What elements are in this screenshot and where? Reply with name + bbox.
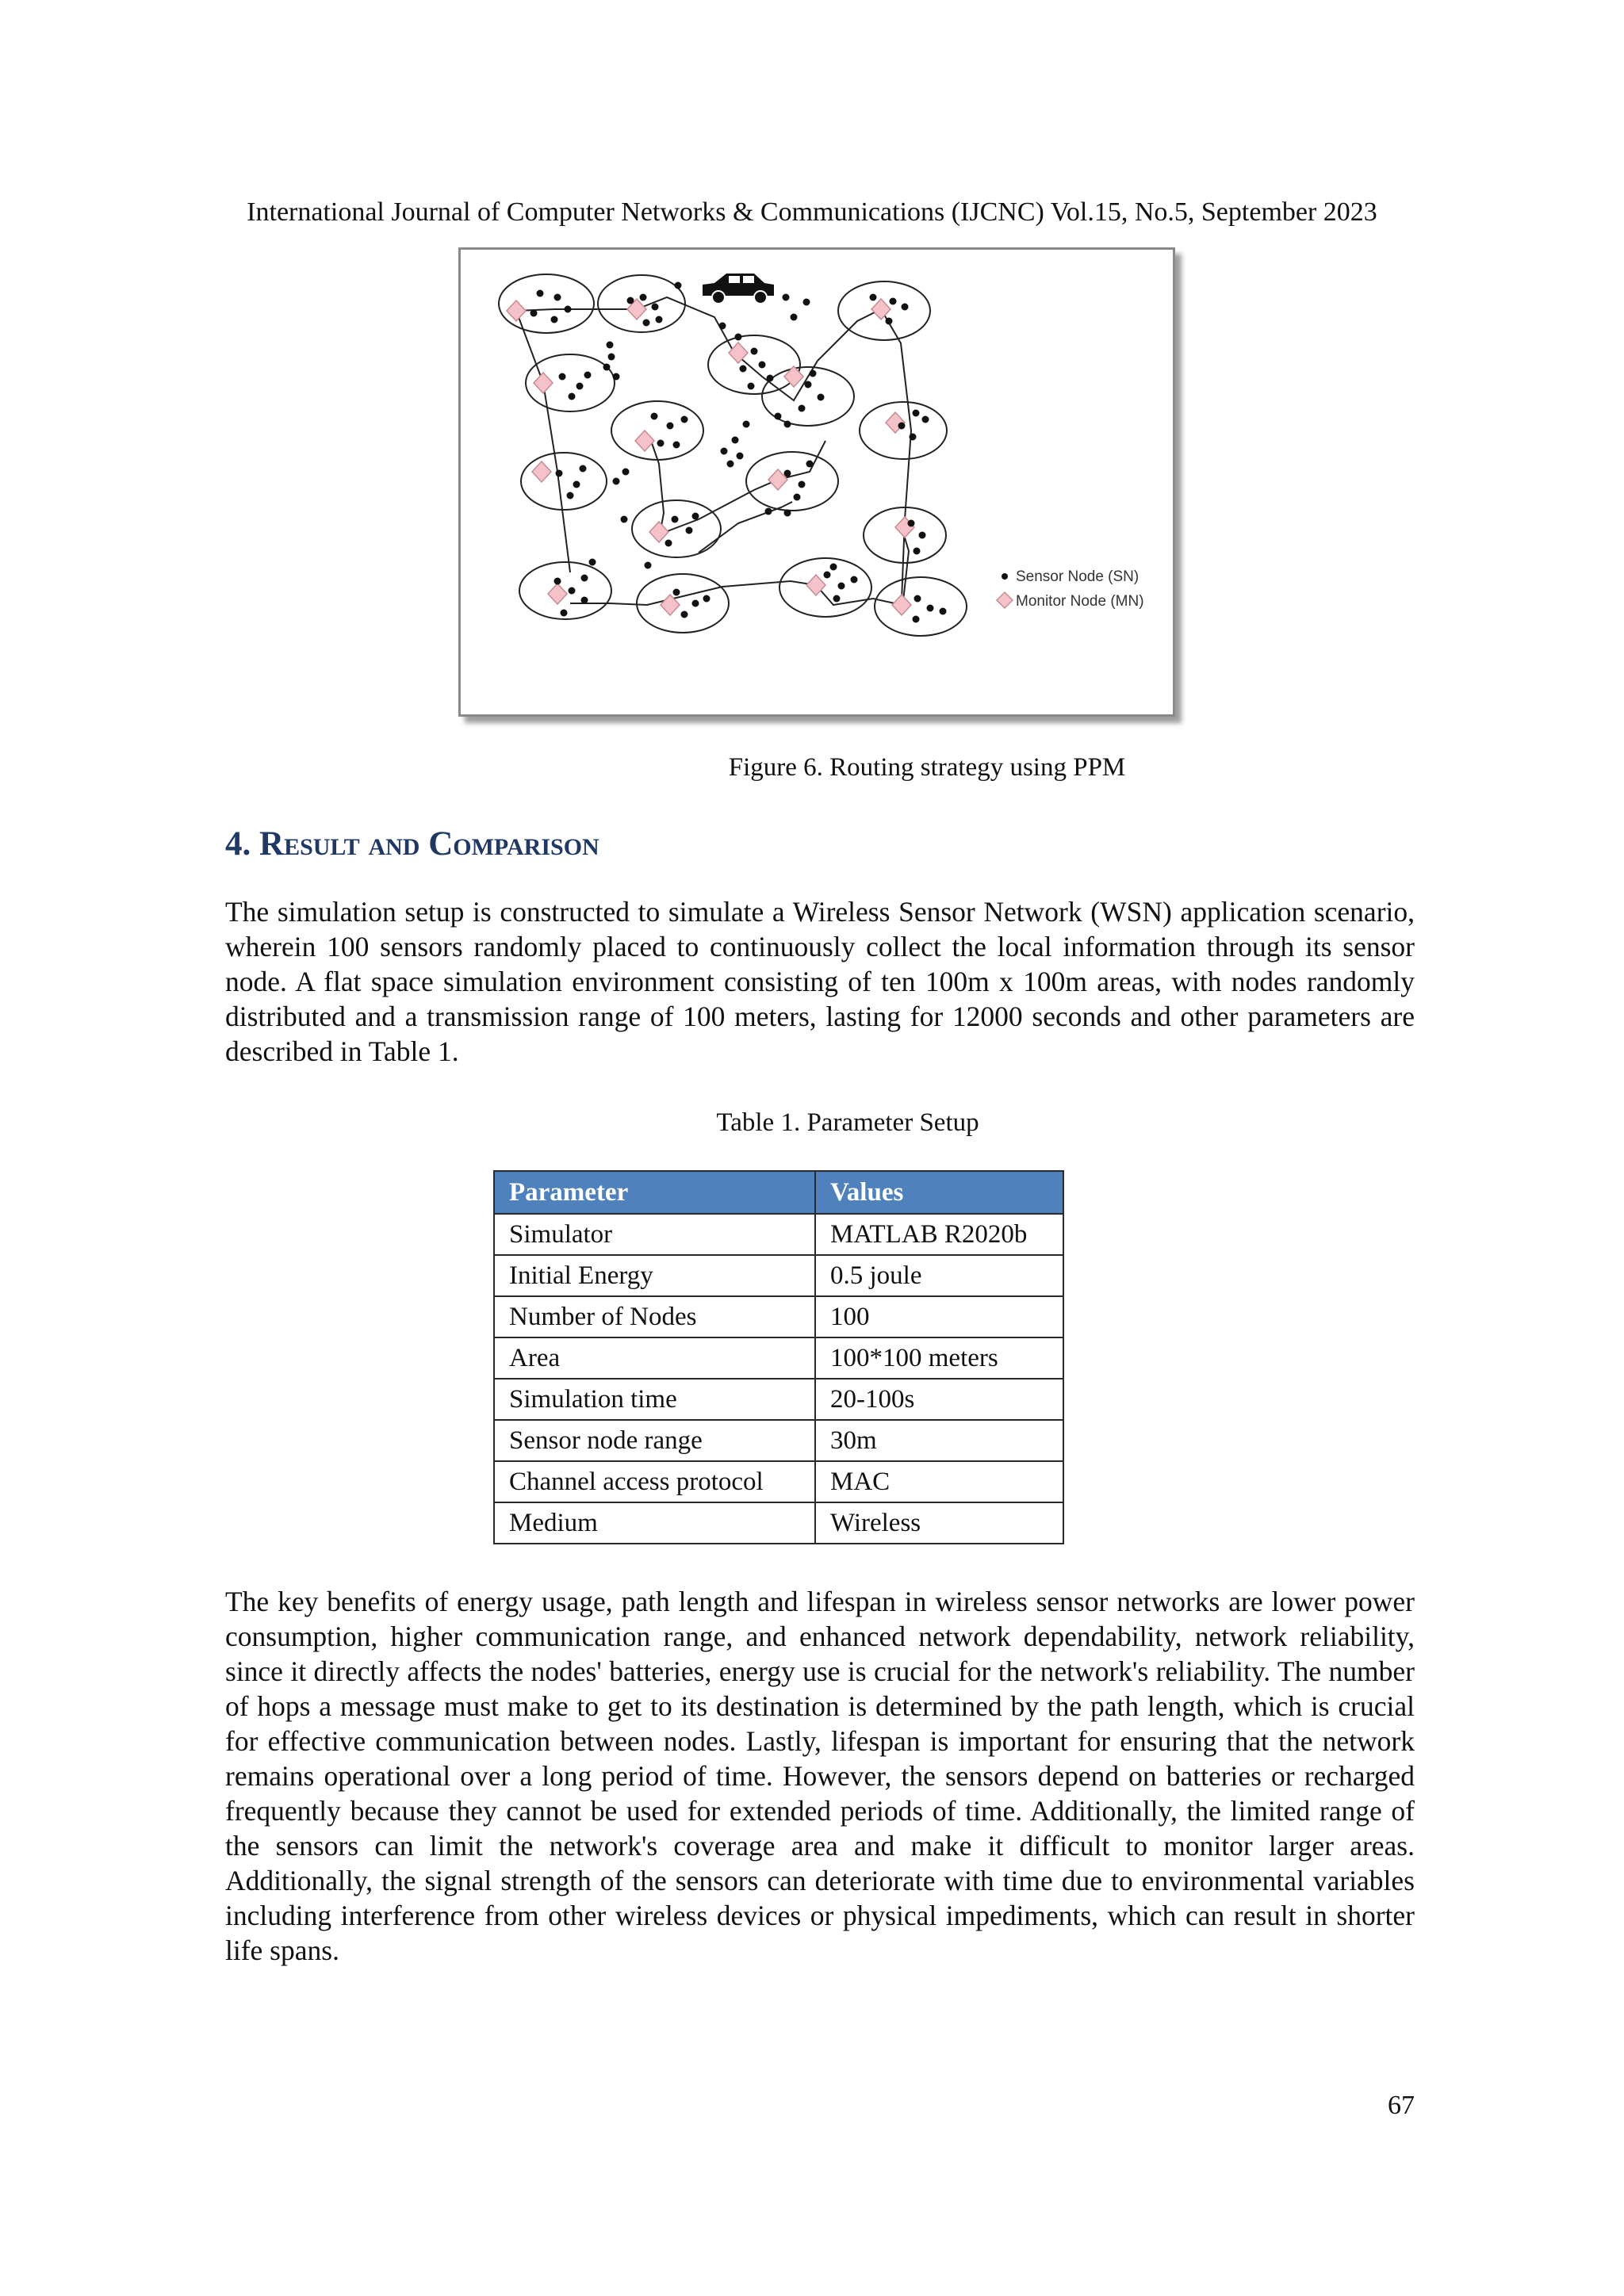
sensor-node-marker xyxy=(621,516,628,523)
sensor-node-marker xyxy=(667,423,674,430)
cluster xyxy=(860,402,947,459)
row-value: 30m xyxy=(815,1420,1063,1461)
sensor-node-marker xyxy=(665,540,672,547)
sensor-node-marker xyxy=(551,316,558,323)
sensor-node-marker xyxy=(794,494,801,501)
sensor-node-marker xyxy=(576,383,584,390)
monitor-nodes xyxy=(507,299,914,615)
row-value: MATLAB R2020b xyxy=(815,1214,1063,1255)
sensor-node-marker xyxy=(922,416,929,423)
sensor-node-marker xyxy=(748,383,755,390)
header-values: Values xyxy=(815,1171,1063,1214)
running-header: International Journal of Computer Networks & Communications (IJCNC) Vol.15, No.5, September 2023 xyxy=(247,197,1377,227)
sensor-node-marker xyxy=(810,370,817,377)
section-title-cap-1: R xyxy=(259,825,285,863)
row-parameter: Sensor node range xyxy=(494,1420,815,1461)
routing-diagram xyxy=(461,250,1173,714)
legend-sensor-label: Sensor Node (SN) xyxy=(1016,568,1139,585)
row-parameter: Medium xyxy=(494,1502,815,1544)
sensor-node-marker xyxy=(783,294,790,301)
legend-monitor-marker xyxy=(997,592,1013,608)
row-value: 100 xyxy=(815,1296,1063,1337)
cluster xyxy=(746,452,838,511)
sensor-node-marker xyxy=(737,453,744,460)
sensor-node-marker xyxy=(675,282,682,289)
body-paragraph-1: The simulation setup is constructed to simulate a Wireless Sensor Network (WSN) application scenario, wherein 100 sensors randomly placed to continuously collect the local information through its sensor node. A flat space simulation environment consisting of ten 100m x 100m areas, with nodes randomly distributed and a transmission range of 100 meters, lasting for 12000 seconds and other parameters are described in Table 1. xyxy=(225,896,1415,1067)
sensor-node-marker xyxy=(530,310,538,317)
sensor-node-marker xyxy=(740,365,747,373)
section-title-part-2: omparison xyxy=(453,825,599,863)
cluster xyxy=(875,577,967,636)
sensor-node-marker xyxy=(751,348,758,355)
sensor-node-marker xyxy=(692,600,699,607)
row-value: MAC xyxy=(815,1461,1063,1502)
sensor-node-marker xyxy=(656,316,663,323)
sensor-node-marker xyxy=(940,608,947,615)
figure-caption: Figure 6. Routing strategy using PPM xyxy=(728,753,1126,782)
section-title-cap-2: C xyxy=(428,825,454,863)
sensor-node-marker xyxy=(818,394,825,401)
sensor-node-marker xyxy=(890,298,897,305)
sensor-node-marker xyxy=(910,434,917,441)
table-row xyxy=(494,1420,1063,1461)
parameter-table xyxy=(493,1170,1064,1544)
row-parameter: Simulator xyxy=(494,1214,815,1255)
row-value: Wireless xyxy=(815,1502,1063,1544)
sensor-node-marker xyxy=(554,578,561,585)
row-parameter: Initial Energy xyxy=(494,1255,815,1296)
sensor-node-marker xyxy=(673,589,680,596)
sensor-node-marker xyxy=(765,508,772,515)
sensor-node-marker xyxy=(784,510,791,517)
sensor-node-marker xyxy=(927,605,934,612)
monitor-node-marker xyxy=(534,373,553,393)
sensor-node-marker xyxy=(681,611,688,618)
sensor-node-marker xyxy=(603,364,611,371)
sensor-node-marker xyxy=(622,469,630,476)
sensor-node-marker xyxy=(569,393,576,400)
sensor-node-marker xyxy=(673,442,680,449)
sensor-node-marker xyxy=(703,595,710,603)
sensor-node-marker xyxy=(556,470,563,477)
cluster xyxy=(632,500,721,557)
monitor-node-marker xyxy=(635,430,654,451)
sensor-node-marker xyxy=(581,597,588,604)
row-value: 100*100 meters xyxy=(815,1337,1063,1379)
table-row xyxy=(494,1214,1063,1255)
sensor-node-marker xyxy=(554,294,561,301)
sensor-node-marker xyxy=(805,381,812,388)
sensor-node-marker xyxy=(743,421,750,428)
header-parameter: Parameter xyxy=(494,1171,815,1214)
sensor-node-marker xyxy=(559,373,566,381)
table-row xyxy=(494,1337,1063,1379)
sensor-node-marker xyxy=(584,372,592,379)
sensor-node-marker xyxy=(580,465,587,473)
sensor-node-marker xyxy=(613,373,620,381)
table-caption: Table 1. Parameter Setup xyxy=(716,1108,979,1137)
sensor-node-marker xyxy=(803,299,810,306)
sensor-node-marker xyxy=(799,405,806,412)
cluster xyxy=(611,401,703,460)
route-mid-left xyxy=(651,441,664,530)
sensor-node-marker xyxy=(569,587,576,595)
sensor-node-marker xyxy=(784,470,791,477)
sensor-node-marker xyxy=(686,527,693,534)
sensor-node-marker xyxy=(607,342,614,349)
route-left xyxy=(516,311,570,572)
sensor-node-marker xyxy=(561,610,568,617)
sensor-node-marker xyxy=(537,290,544,297)
sensor-node-marker xyxy=(908,520,915,527)
sensor-node-marker xyxy=(735,334,742,341)
sensor-node-marker xyxy=(567,492,574,499)
sensor-node-marker xyxy=(608,354,615,361)
sensor-node-marker xyxy=(759,362,766,369)
cluster xyxy=(779,558,871,617)
table-row xyxy=(494,1255,1063,1296)
sensor-node-marker xyxy=(565,306,572,313)
routing-figure xyxy=(458,247,1175,717)
sensor-node-marker xyxy=(919,532,926,539)
sensor-node-marker xyxy=(898,423,906,430)
sensor-node-marker xyxy=(775,413,782,420)
sensor-node-marker xyxy=(721,448,728,455)
sensor-node-marker xyxy=(581,575,588,582)
row-parameter: Channel access protocol xyxy=(494,1461,815,1502)
sensor-node-marker xyxy=(806,461,814,468)
sensor-node-marker xyxy=(651,413,658,420)
body-paragraph-2: The key benefits of energy usage, path length and lifespan in wireless sensor networks are lower power consumption, higher communication range, and enhanced network dependability, network reliability, since it directly affects the nodes' batteries, energy use is crucial for the network's reliability. The number of hops a message must make to get to its destination is determined by the path length, which is crucial for effective communication between nodes. Lastly, lifespan is important for ensuring that the network remains operational over a long period of time. However, the sensors depend on batteries or recharged frequently because they cannot be used for extended periods of time. Additionally, the limited range of the sensors can limit the network's coverage area and make it difficult to monitor larger areas. Additionally, the signal strength of the sensors can deteriorate with time due to environmental variables including interference from other wireless devices or physical impediments, which can result in shorter life spans. xyxy=(225,1586,1415,1966)
row-value: 0.5 joule xyxy=(815,1255,1063,1296)
row-parameter: Number of Nodes xyxy=(494,1296,815,1337)
sensor-node-marker xyxy=(799,481,806,488)
monitor-node-marker xyxy=(729,342,748,363)
monitor-node-marker xyxy=(871,299,891,320)
sensor-node-marker xyxy=(732,437,739,444)
monitor-node-marker xyxy=(649,522,668,542)
sensor-node-marker xyxy=(657,440,665,447)
sensor-node-marker xyxy=(914,595,921,603)
table-row xyxy=(494,1379,1063,1420)
sensor-node-marker xyxy=(672,516,679,523)
sensor-node-marker xyxy=(913,410,920,417)
sensor-nodes xyxy=(530,282,947,623)
cluster xyxy=(521,453,607,510)
page-number: 67 xyxy=(1388,2091,1415,2120)
monitor-node-marker xyxy=(548,584,567,604)
sensor-node-marker xyxy=(645,562,652,569)
table-row xyxy=(494,1502,1063,1544)
sensor-node-marker xyxy=(727,461,734,468)
sensor-node-marker xyxy=(914,548,921,555)
sensor-node-marker xyxy=(830,564,837,571)
sensor-node-marker xyxy=(692,513,699,520)
sensor-node-marker xyxy=(627,297,634,304)
sensor-node-marker xyxy=(767,375,774,382)
legend-monitor-label: Monitor Node (MN) xyxy=(1016,593,1144,610)
legend-sensor-marker xyxy=(1002,573,1008,580)
monitor-node-marker xyxy=(532,461,551,482)
routing-links xyxy=(516,297,911,605)
sensor-node-marker xyxy=(681,416,688,423)
sensor-node-marker xyxy=(791,314,798,321)
sensor-node-marker xyxy=(913,616,920,623)
sensor-node-marker xyxy=(851,576,858,584)
table-row xyxy=(494,1296,1063,1337)
vehicle-icon xyxy=(703,274,774,304)
table-header-row xyxy=(494,1171,1063,1214)
row-parameter: Simulation time xyxy=(494,1379,815,1420)
clusters xyxy=(499,274,967,636)
sensor-node-marker xyxy=(589,559,596,566)
table-row xyxy=(494,1461,1063,1502)
row-value: 20-100s xyxy=(815,1379,1063,1420)
sensor-node-marker xyxy=(613,478,620,485)
row-parameter: Area xyxy=(494,1337,815,1379)
sensor-node-marker xyxy=(643,320,650,327)
figure-legend xyxy=(997,568,1144,610)
monitor-node-marker xyxy=(507,300,526,321)
sensor-node-marker xyxy=(784,421,791,428)
sensor-node-marker xyxy=(824,572,831,579)
route-bottom xyxy=(570,581,902,605)
section-title-part-1: esult and xyxy=(284,825,429,863)
route-car-path xyxy=(637,297,881,400)
section-heading xyxy=(225,825,599,864)
sensor-node-marker xyxy=(652,304,659,311)
monitor-node-marker xyxy=(892,595,911,615)
sensor-node-marker xyxy=(838,583,845,590)
sensor-node-marker xyxy=(833,595,841,603)
sensor-node-marker xyxy=(902,304,909,311)
sensor-node-marker xyxy=(870,294,877,301)
sensor-node-marker xyxy=(573,481,580,488)
sensor-node-marker xyxy=(719,323,726,330)
section-number: 4. xyxy=(225,825,251,863)
route-right xyxy=(881,309,911,601)
sensor-node-marker xyxy=(640,294,647,301)
sensor-node-marker xyxy=(886,318,893,325)
